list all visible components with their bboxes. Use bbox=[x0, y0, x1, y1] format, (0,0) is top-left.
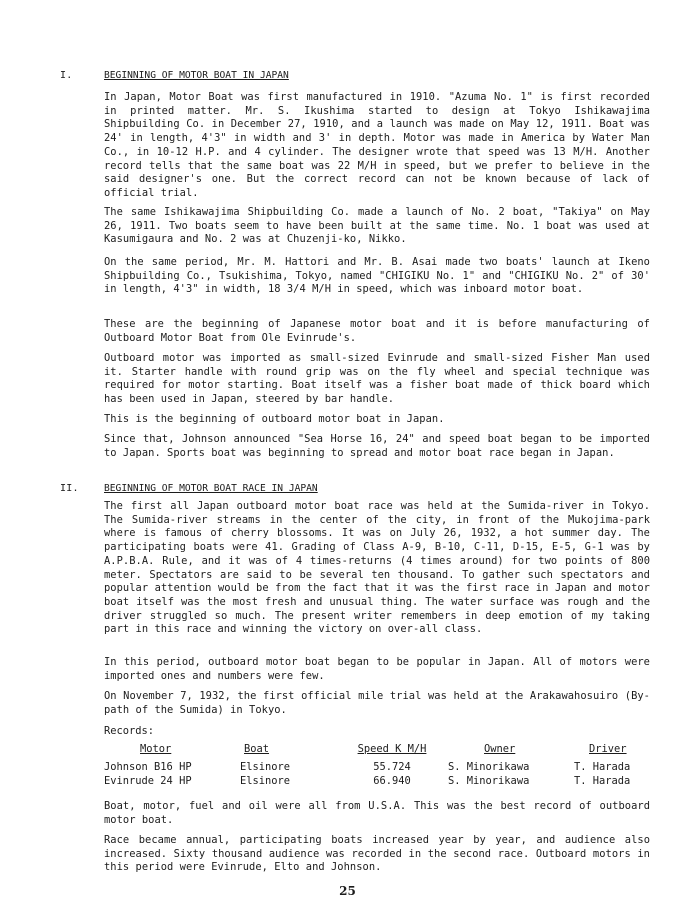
cell-boat: Elsinore bbox=[240, 761, 291, 773]
section-1-number: I. bbox=[60, 70, 73, 81]
cell-motor: Evinrude 24 HP bbox=[104, 774, 192, 787]
section-2-title: BEGINNING OF MOTOR BOAT RACE IN JAPAN bbox=[104, 483, 318, 494]
table-row bbox=[104, 775, 654, 789]
section-1-paragraph-4: These are the beginning of Japanese motor boat and it is before manufacturing of Outboard Motor Boat from Ole Evinrude's. bbox=[104, 318, 650, 344]
header-boat: Boat bbox=[244, 743, 270, 755]
cell-speed: 66.940 bbox=[373, 774, 411, 787]
section-1-paragraph-5: Outboard motor was imported as small-sized Evinrude and small-sized Fisher Man used it. Starter handle with round grip was on the fly wheel and special technique was required for motor starting. Boat itself was a fisher boat made of thick board which has been used in Japan, steered by bar handle. bbox=[104, 352, 650, 406]
cell-motor: Johnson B16 HP bbox=[104, 761, 192, 773]
records-table bbox=[104, 743, 654, 788]
cell-speed: 55.724 bbox=[373, 761, 411, 773]
section-1-paragraph-1: In Japan, Motor Boat was first manufactured in 1910. "Azuma No. 1" is first recorded in printed matter. Mr. S. Ikushima started to design at Tokyo Ishikawajima Shipbuilding Co. in December 27, 1910, and a launch was made on May 12, 1911. Boat was 24' in length, 4'3" in width and 3' in depth. Motor was made in America by Water Man Co., in 10-12 H.P. and 4 cylinder. The designer wrote that speed was 13 M/H. Another record tells that the same boat was 22 M/H in speed, but we prefer to believe in the said designer's one. But the correct record can not be known because of lack of official trial. bbox=[104, 91, 650, 199]
section-1-paragraph-2: The same Ishikawajima Shipbuilding Co. made a launch of No. 2 boat, "Takiya" on May 26, 1911. Two boats seem to have been built at the same time. No. 1 boat was used at Kasumigaura and No. 2 was at Chuzenji-ko, Nikko. bbox=[104, 206, 650, 246]
cell-driver: T. Harada bbox=[574, 761, 631, 773]
section-1-paragraph-3: On the same period, Mr. M. Hattori and Mr. B. Asai made two boats' launch at Ikeno Shipbuilding Co., Tsukishima, Tokyo, named "CHIGIKU No. 1" and "CHIGIKU No. 2" of 30' in length, 4'3" in width, 18 3/4 M/H in speed, which was inboard motor boat. bbox=[104, 256, 650, 296]
cell-owner: S. Minorikawa bbox=[448, 761, 530, 773]
section-1-paragraph-7: Since that, Johnson announced "Sea Horse 16, 24" and speed boat began to be imported to Japan. Sports boat was beginning to spread and motor boat race began in Japan. bbox=[104, 433, 650, 459]
section-1-paragraph-6: This is the beginning of outboard motor boat in Japan. bbox=[104, 413, 445, 425]
header-speed: Speed K M/H bbox=[357, 743, 427, 755]
section-2-number: II. bbox=[60, 483, 79, 494]
records-label: Records: bbox=[104, 725, 155, 737]
after-records-paragraph-2: Race became annual, participating boats increased year by year, and audience also increased. Sixty thousand audience was recorded in the second race. Outboard motors in this period were Evinrude, Elto and Johnson. bbox=[104, 834, 650, 874]
header-motor: Motor bbox=[140, 743, 172, 755]
cell-owner: S. Minorikawa bbox=[448, 774, 530, 787]
section-2-paragraph-2: In this period, outboard motor boat began to be popular in Japan. All of motors were imported ones and numbers were few. bbox=[104, 656, 650, 682]
section-2-paragraph-3: On November 7, 1932, the first official mile trial was held at the Arakawahosuiro (By-path of the Sumida) in Tokyo. bbox=[104, 690, 650, 716]
section-2-paragraph-1: The first all Japan outboard motor boat race was held at the Sumida-river in Tokyo. The Sumida-river streams in the center of the city, in front of the Mukojima-park where is famous of cherry blossoms. It was on July 26, 1932, a hot summer day. The participating boats were 41. Grading of Class A-9, B-10, C-11, D-15, E-5, G-1 was by A.P.B.A. Rule, and it was of 4 times-returns (4 times around) for two points of 800 meter. Spectators are said to be several ten thousand. To gather such spectators and popular attention would be from the fact that it was the first race in Japan and motor boat itself was the most fresh and unusual thing. The water surface was rough and the driver struggled so much. The present writer remembers in deep emotion of my taking part in this race and winning the victory on over-all class. bbox=[104, 500, 650, 636]
table-row bbox=[104, 761, 654, 775]
records-header-row bbox=[104, 743, 654, 761]
cell-boat: Elsinore bbox=[240, 774, 291, 787]
header-driver: Driver bbox=[589, 743, 627, 755]
page-number: 25 bbox=[339, 884, 356, 898]
cell-driver: T. Harada bbox=[574, 774, 631, 787]
header-owner: Owner bbox=[484, 743, 516, 755]
section-1-title: BEGINNING OF MOTOR BOAT IN JAPAN bbox=[104, 70, 289, 81]
after-records-paragraph-1: Boat, motor, fuel and oil were all from U.S.A. This was the best record of outboard motor boat. bbox=[104, 800, 650, 826]
